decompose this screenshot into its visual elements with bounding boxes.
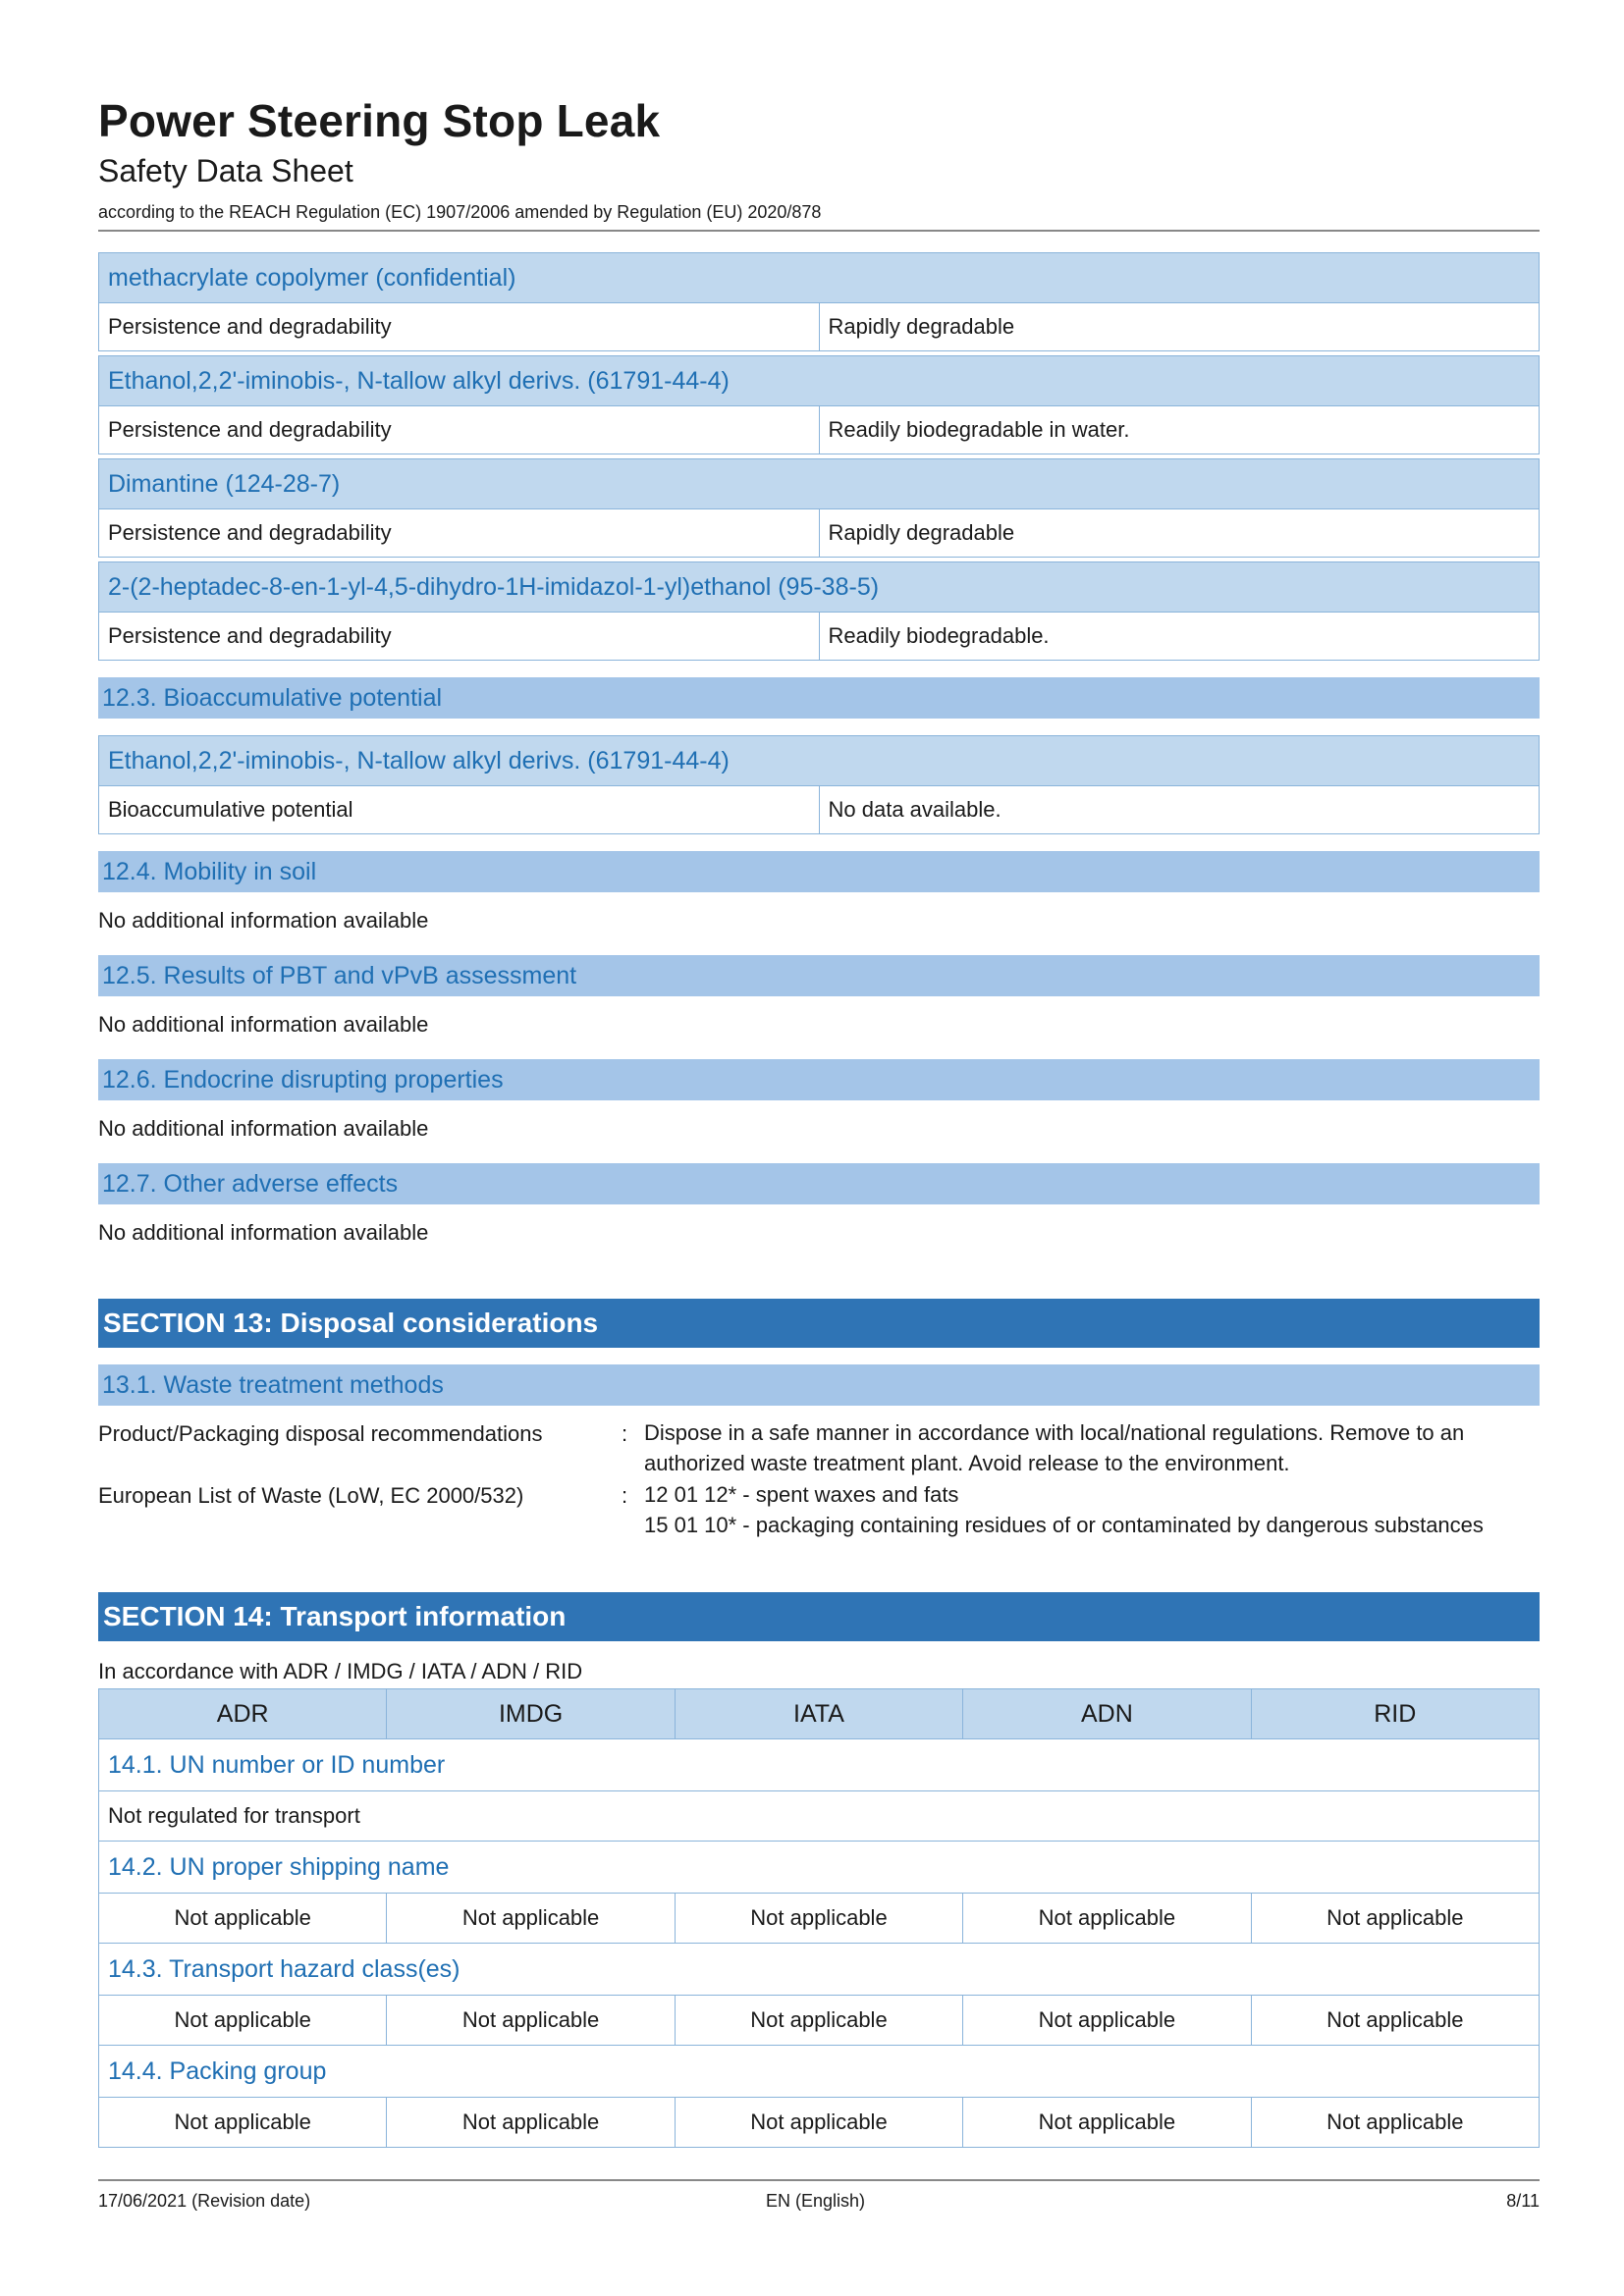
hazard-class-imdg: Not applicable xyxy=(387,1996,675,2046)
disposal-line: authorized waste treatment plant. Avoid release to the environment. xyxy=(644,1451,1290,1475)
section-14-bar: SECTION 14: Transport information xyxy=(98,1592,1540,1641)
property-value: Readily biodegradable. xyxy=(819,613,1540,661)
disposal-label: Product/Packaging disposal recommendations xyxy=(98,1421,543,1446)
transport-intro: In accordance with ADR / IMDG / IATA / ADN / RID xyxy=(98,1659,583,1683)
waste-list-value xyxy=(644,1479,1484,1540)
persistence-table-4 xyxy=(98,561,1540,661)
waste-code-line: 15 01 10* - packaging containing residues of or contaminated by dangerous substances xyxy=(644,1513,1484,1537)
section-12-7-heading: 12.7. Other adverse effects xyxy=(98,1163,1540,1204)
section-12-6-heading: 12.6. Endocrine disrupting properties xyxy=(98,1059,1540,1100)
hazard-class-iata: Not applicable xyxy=(675,1996,962,2046)
persistence-table-2 xyxy=(98,355,1540,454)
section-12-4-heading: 12.4. Mobility in soil xyxy=(98,851,1540,892)
document-title: Power Steering Stop Leak xyxy=(98,95,661,146)
packing-group-adn: Not applicable xyxy=(963,2098,1251,2148)
substance-name: Dimantine (124-28-7) xyxy=(99,459,1540,509)
section-13-bar: SECTION 13: Disposal considerations xyxy=(98,1299,1540,1348)
shipping-name-adr: Not applicable xyxy=(99,1894,387,1944)
shipping-name-adn: Not applicable xyxy=(963,1894,1251,1944)
property-label: Bioaccumulative potential xyxy=(99,786,820,834)
colon-separator: : xyxy=(622,1421,628,1446)
header-divider xyxy=(98,230,1540,232)
section-12-5-heading: 12.5. Results of PBT and vPvB assessment xyxy=(98,955,1540,996)
section-12-6-text: No additional information available xyxy=(98,1116,429,1141)
section-14-3-heading: 14.3. Transport hazard class(es) xyxy=(99,1944,1540,1996)
section-14-2-heading: 14.2. UN proper shipping name xyxy=(99,1842,1540,1894)
un-number-text: Not regulated for transport xyxy=(99,1791,1540,1842)
substance-name: methacrylate copolymer (confidential) xyxy=(99,253,1540,303)
column-header-iata: IATA xyxy=(675,1689,962,1739)
shipping-name-imdg: Not applicable xyxy=(387,1894,675,1944)
language-label: EN (English) xyxy=(766,2191,866,2211)
column-header-adr: ADR xyxy=(99,1689,387,1739)
section-12-3-heading: 12.3. Bioaccumulative potential xyxy=(98,677,1540,719)
packing-group-iata: Not applicable xyxy=(675,2098,962,2148)
substance-name: Ethanol,2,2'-iminobis-, N-tallow alkyl derivs. (61791-44-4) xyxy=(99,356,1540,406)
colon-separator: : xyxy=(622,1483,628,1508)
property-value: No data available. xyxy=(819,786,1540,834)
bioaccumulative-table xyxy=(98,735,1540,834)
waste-list-label: European List of Waste (LoW, EC 2000/532) xyxy=(98,1483,524,1508)
section-12-7-text: No additional information available xyxy=(98,1220,429,1245)
revision-date: 17/06/2021 (Revision date) xyxy=(98,2191,311,2211)
property-label: Persistence and degradability xyxy=(99,613,820,661)
column-header-imdg: IMDG xyxy=(387,1689,675,1739)
property-label: Persistence and degradability xyxy=(99,406,820,454)
shipping-name-iata: Not applicable xyxy=(675,1894,962,1944)
section-14-4-heading: 14.4. Packing group xyxy=(99,2046,1540,2098)
page-number: 8/11 xyxy=(1506,2191,1540,2211)
section-12-5-text: No additional information available xyxy=(98,1012,429,1037)
persistence-table-3 xyxy=(98,458,1540,558)
substance-name: Ethanol,2,2'-iminobis-, N-tallow alkyl derivs. (61791-44-4) xyxy=(99,736,1540,786)
document-subtitle: Safety Data Sheet xyxy=(98,153,353,188)
column-header-adn: ADN xyxy=(963,1689,1251,1739)
shipping-name-rid: Not applicable xyxy=(1251,1894,1539,1944)
property-label: Persistence and degradability xyxy=(99,509,820,558)
disposal-line: Dispose in a safe manner in accordance with local/national regulations. Remove to an xyxy=(644,1420,1465,1445)
property-label: Persistence and degradability xyxy=(99,303,820,351)
persistence-table-1 xyxy=(98,252,1540,351)
substance-name: 2-(2-heptadec-8-en-1-yl-4,5-dihydro-1H-imidazol-1-yl)ethanol (95-38-5) xyxy=(99,562,1540,613)
section-12-4-text: No additional information available xyxy=(98,908,429,933)
column-header-rid: RID xyxy=(1251,1689,1539,1739)
packing-group-rid: Not applicable xyxy=(1251,2098,1539,2148)
property-value: Readily biodegradable in water. xyxy=(819,406,1540,454)
footer-divider xyxy=(98,2179,1540,2181)
packing-group-imdg: Not applicable xyxy=(387,2098,675,2148)
property-value: Rapidly degradable xyxy=(819,303,1540,351)
transport-table xyxy=(98,1688,1540,2148)
hazard-class-adn: Not applicable xyxy=(963,1996,1251,2046)
hazard-class-adr: Not applicable xyxy=(99,1996,387,2046)
packing-group-adr: Not applicable xyxy=(99,2098,387,2148)
section-14-1-heading: 14.1. UN number or ID number xyxy=(99,1739,1540,1791)
disposal-value xyxy=(644,1417,1464,1478)
property-value: Rapidly degradable xyxy=(819,509,1540,558)
waste-code-line: 12 01 12* - spent waxes and fats xyxy=(644,1482,959,1507)
regulation-note: according to the REACH Regulation (EC) 1907/2006 amended by Regulation (EU) 2020/878 xyxy=(98,202,822,222)
section-13-1-heading: 13.1. Waste treatment methods xyxy=(98,1364,1540,1406)
hazard-class-rid: Not applicable xyxy=(1251,1996,1539,2046)
